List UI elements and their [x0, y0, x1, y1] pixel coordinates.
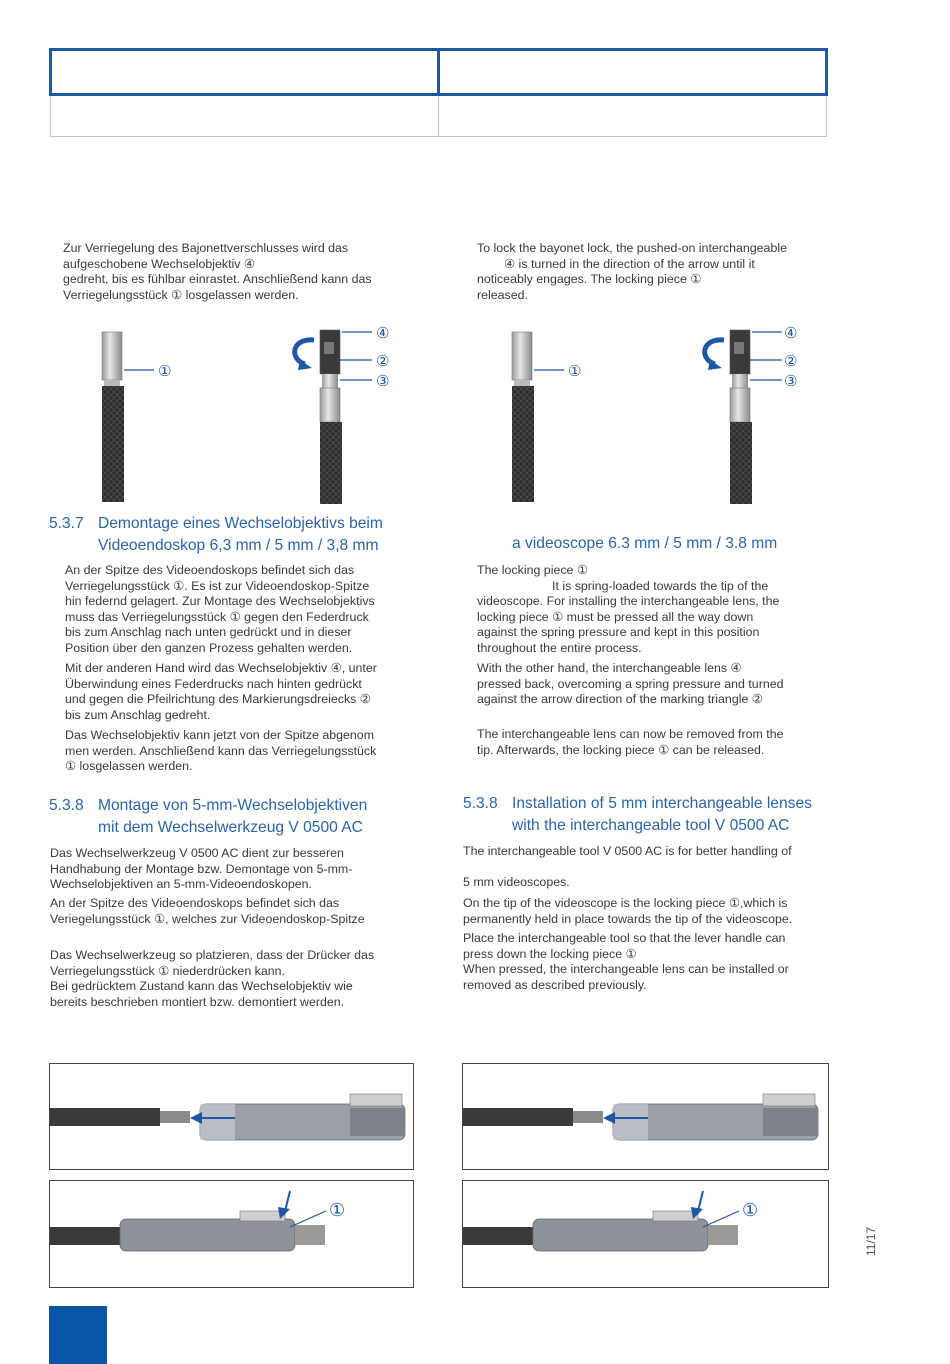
de-paragraph-3: Das Wechselobjektiv kann jetzt von der Spitze abgenom men werden. Anschließend kann das Verriegelungsstück ① losgelassen werden.	[65, 728, 377, 774]
tool-figure-en-1	[462, 1063, 829, 1170]
header-cell-right	[439, 50, 827, 95]
callout-1: ①	[329, 1200, 346, 1221]
de-heading-5-3-8: 5.3.8 Montage von 5-mm-Wechselobjektiven mit dem Wechselwerkzeug V 0500 AC	[49, 797, 368, 836]
header-cell-bottom-right	[439, 95, 827, 137]
endoscope-tip	[102, 332, 122, 380]
header-table	[49, 48, 828, 137]
callout-1: ①	[158, 362, 172, 380]
callout-3: ③	[376, 372, 390, 390]
en-paragraph-2: With the other hand, the interchangeable lens ④ pressed back, overcoming a spring pressure and turned against the arrow direction of the marking triangle ②	[477, 661, 784, 707]
en-paragraph-6: Place the interchangeable tool so that the lever handle can press down the locking piece ① When pressed, the interchangeable lens can be installed or removed as described previously.	[463, 931, 789, 992]
de-intro: Zur Verriegelung des Bajonettverschlusses wird das aufgeschobene Wechselobjektiv ④ gedreht, bis es fühlbar einrastet. Anschließend kann das Verriegelungsstück ① losgelassen werden.	[63, 241, 372, 302]
en-intro: To lock the bayonet lock, the pushed-on interchangeable ④ is turned in the direction of the arrow until it noticeably engages. The locking piece ① released.	[477, 241, 787, 302]
tool-figure-de-1	[49, 1063, 414, 1170]
callout-4: ④	[784, 324, 798, 342]
header-cell-left	[51, 50, 439, 95]
callout-3: ③	[784, 372, 798, 390]
de-paragraph-1: An der Spitze des Videoendoskops befindet sich das Verriegelungsstück ①. Es ist zur Videoendoskop-Spitze hin federnd gelagert. Zur Montage des Wechselobjektivs muss das Verriegelungsstück ① gegen den Federdruck bis zum Anschlag nach unten gedrückt und in dieser Position über den ganzen Prozess gehalten werden.	[65, 563, 375, 655]
de-heading-5-3-7: 5.3.7 Demontage eines Wechselobjektivs beim Videoendoskop 6,3 mm / 5 mm / 3,8 mm	[49, 515, 383, 554]
en-heading-5-3-8: 5.3.8 Installation of 5 mm interchangeable lenses with the interchangeable tool V 0500 AC	[463, 795, 812, 834]
callout-1: ①	[568, 362, 582, 380]
page-number: 11/17	[864, 1226, 878, 1256]
en-paragraph-4: The interchangeable tool V 0500 AC is for better handling of	[463, 844, 792, 858]
corner-color-bar	[49, 1306, 107, 1364]
de-paragraph-6: Das Wechselwerkzeug so platzieren, dass der Drücker das Verriegelungsstück ① niederdrücken kann. Bei gedrücktem Zustand kann das Wechselobjektiv wie bereits beschrieben montiert bzw. demontiert werden.	[50, 948, 375, 1009]
header-cell-bottom-left	[51, 95, 439, 137]
en-heading-5-3-7: a videoscope 6.3 mm / 5 mm / 3.8 mm	[512, 535, 778, 552]
callout-2: ②	[784, 352, 798, 370]
de-endoscope-illustration	[90, 320, 410, 510]
en-endoscope-illustration	[500, 320, 820, 510]
de-paragraph-4: Das Wechselwerkzeug V 0500 AC dient zur besseren Handhabung der Montage bzw. Demontage von 5-mm- Wechselobjektiven an 5-mm-Videoendoskopen.	[50, 846, 353, 892]
en-paragraph-4b: 5 mm videoscopes.	[463, 875, 570, 889]
endoscope-hose	[102, 386, 124, 502]
callout-4: ④	[376, 324, 390, 342]
en-paragraph-1: The locking piece ① It is spring-loaded towards the tip of the videoscope. For installing the interchangeable lens, the locking piece ① must be pressed all the way down against the spring pressure and kept in this position throughout the entire process.	[477, 563, 780, 655]
tool-figure-en-2	[462, 1180, 829, 1288]
de-paragraph-2: Mit der anderen Hand wird das Wechselobjektiv ④, unter Überwindung eines Federdrucks nach hinten gedrückt und gegen die Pfeilrichtung des Markierungsdreiecks ② bis zum Anschlag gedreht.	[65, 661, 377, 722]
callout-2: ②	[376, 352, 390, 370]
en-paragraph-3: The interchangeable lens can now be removed from the tip. Afterwards, the locking piece ① can be released.	[477, 727, 784, 757]
de-paragraph-5: An der Spitze des Videoendoskops befindet sich das Veriegelungsstück ①, welches zur Videoendoskop-Spitze	[50, 896, 365, 926]
en-paragraph-5: On the tip of the videoscope is the locking piece ①,which is permanently held in place towards the tip of the videoscope.	[463, 896, 793, 926]
callout-1: ①	[742, 1200, 759, 1221]
tool-figure-de-2	[49, 1180, 414, 1288]
